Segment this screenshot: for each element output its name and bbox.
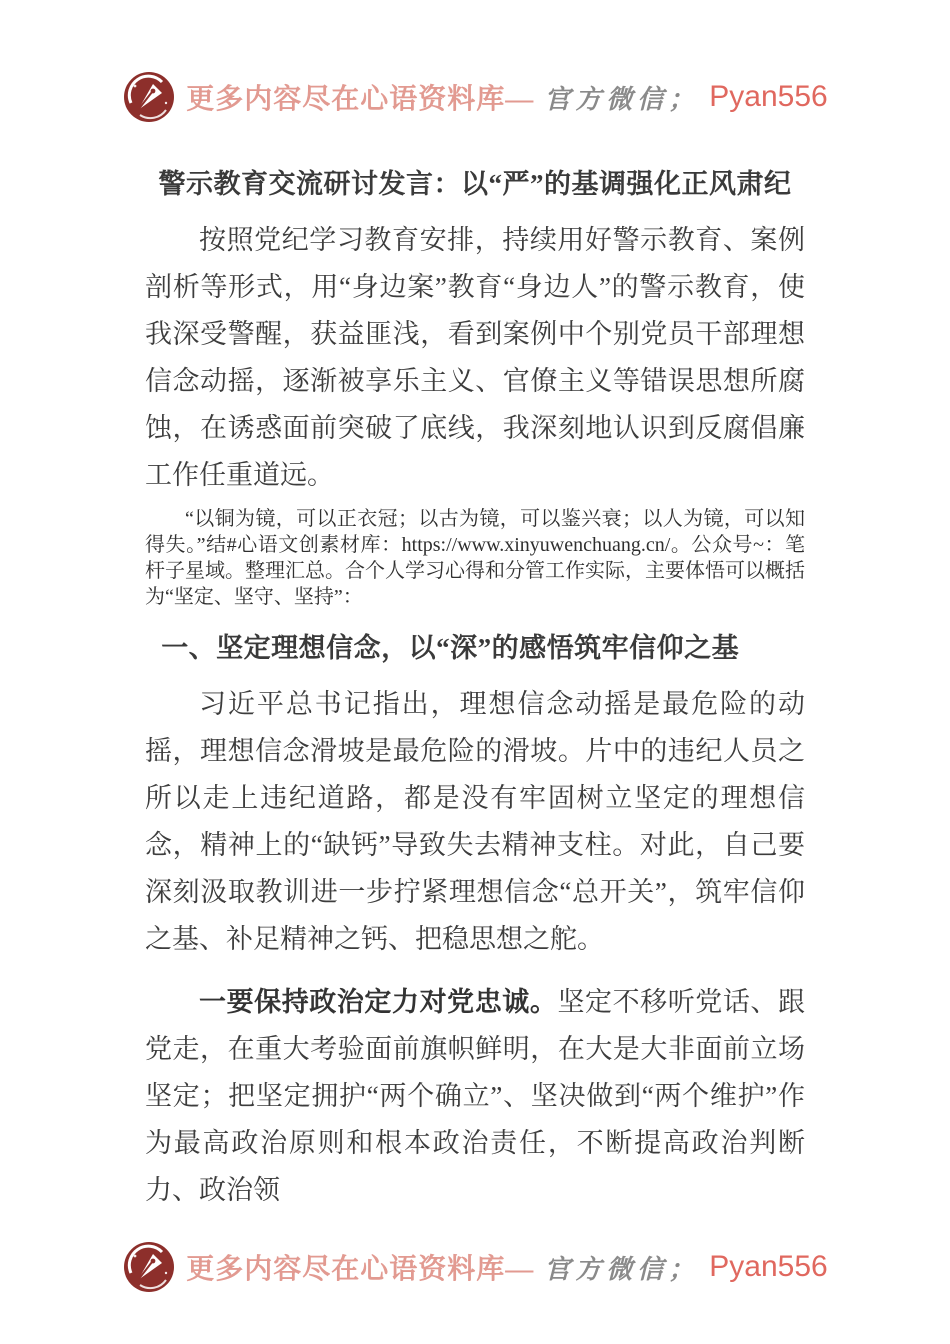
pen-nib-logo-icon (122, 1240, 176, 1294)
paragraph-ideals: 习近平总书记指出，理想信念动摇是最危险的动摇，理想信念滑坡是最危险的滑坡。片中的违纪人员之所以走上违纪道路，都是没有牢固树立坚定的理想信念，精神上的“缺钙”导致失去精神支柱。对此，自己要深刻汲取教训进一步拧紧理想信念“总开关”，筑牢信仰之基、补足精神之钙、把稳思想之舵。 (145, 689, 805, 954)
document-content (145, 162, 805, 1214)
document-title: 警示教育交流研讨发言：以“严”的基调强化正风肃纪 (158, 169, 792, 199)
section-heading-1: 一、坚定理想信念，以“深”的感悟筑牢信仰之基 (161, 633, 740, 663)
footer-brand-bar (0, 1240, 950, 1294)
paragraph-political-loyalty (145, 979, 805, 1214)
header-brand-bar (0, 0, 950, 124)
brand-text: 更多内容尽在心语资料库— (186, 1254, 535, 1285)
brand-text: 更多内容尽在心语资料库— (186, 84, 535, 115)
wechat-id: Pyan556 (709, 1250, 828, 1283)
pen-nib-logo-icon (122, 70, 176, 124)
paragraph-lead-rest: 坚定不移听党话、跟党走，在重大考验面前旗帜鲜明，在大是大非面前立场坚定；把坚定拥护“两个确立”、坚决做到“两个维护”作为最高政治原则和根本政治责任，不断提高政治判断力、政治领 (145, 987, 806, 1205)
paragraph-intro: 按照党纪学习教育安排，持续用好警示教育、案例剖析等形式，用“身边案”教育“身边人”的警示教育，使我深受警醒，获益匪浅，看到案例中个别党员干部理想信念动摇，逐渐被享乐主义、官僚主义等错误思想所腐蚀，在诱惑面前突破了底线，我深刻地认识到反腐倡廉工作任重道远。 (145, 225, 805, 490)
wechat-label: 官方微信； (544, 84, 700, 114)
paragraph-bold-lead: 一要保持政治定力对党忠诚。 (199, 987, 558, 1017)
paragraph-note-annotation: “以铜为镜，可以正衣冠；以古为镜，可以鉴兴衰；以人为镜，可以知得失。”结#心语文创素材库：https://www.xinyuwenchuang.cn/。公众号~：笔杆子星域。整理汇总。合个人学习心得和分管工作实际，主要体悟可以概括为“坚定、坚守、坚持”： (145, 508, 805, 608)
wechat-id: Pyan556 (709, 80, 828, 113)
wechat-label: 官方微信； (544, 1254, 700, 1284)
